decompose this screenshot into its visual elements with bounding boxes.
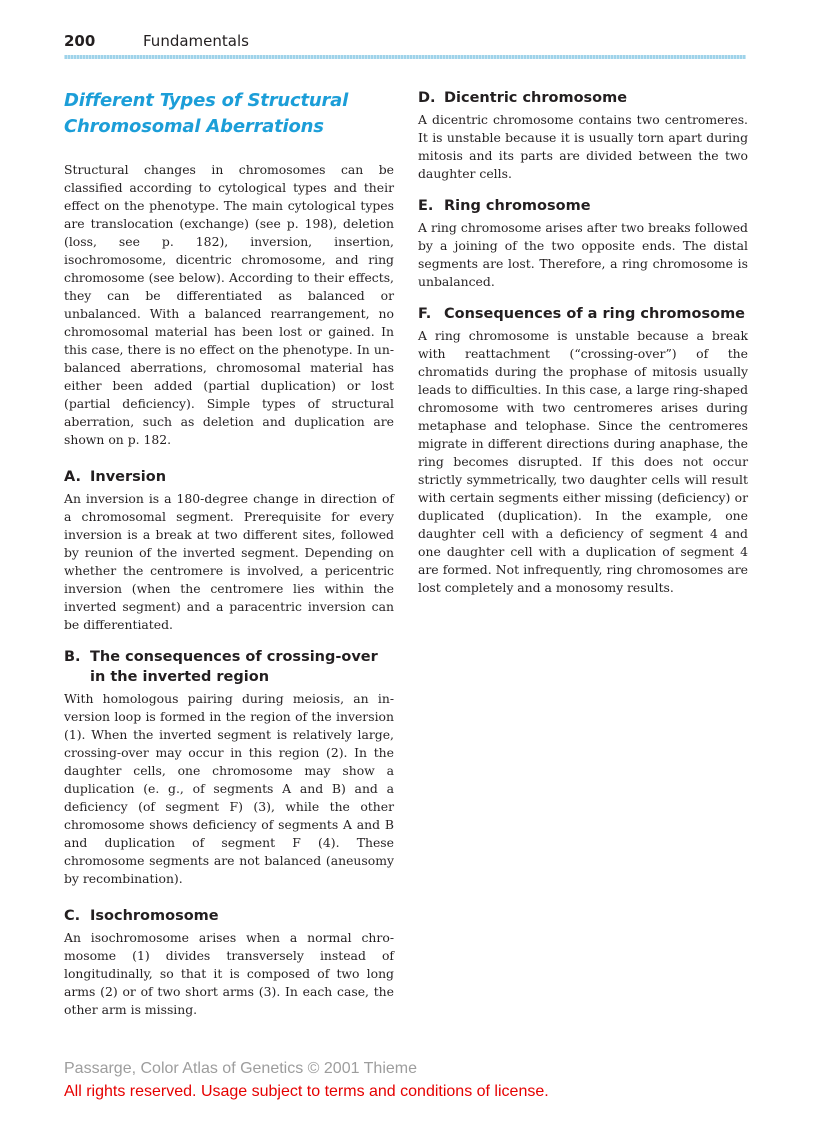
section-f-heading [418, 304, 748, 324]
section-a-letter: A. [64, 469, 81, 485]
section-d-title: Dicentric chromosome [444, 90, 628, 106]
section-d-heading [418, 88, 748, 108]
footer-rights-notice: All rights reserved. Usage subject to terms and conditions of license. [64, 1083, 549, 1100]
section-e-text: A ring chromosome arises after two breaks followed by a joining of the two opposite ends. The distal segments are lost. Therefore, a ring chromosome is unbalanced. [418, 220, 748, 289]
section-d-text: A dicentric chromosome contains two centromeres. It is unstable because it is usually torn apart during mitosis and its parts are divided between the two daughter cells. [418, 112, 748, 181]
section-c-letter: C. [64, 908, 81, 924]
title-line-1: Different Types of Structural [64, 90, 349, 111]
header-rule [64, 55, 746, 59]
right-column [418, 88, 748, 597]
title-line-2: Chromosomal Aberrations [64, 116, 324, 137]
section-b-letter: B. [64, 649, 81, 665]
running-head: Fundamentals [143, 32, 249, 50]
section-b-heading [64, 647, 394, 687]
left-column [64, 88, 394, 1019]
page-header [64, 32, 746, 56]
section-a-heading [64, 467, 394, 487]
section-c-title: Isochromosome [90, 908, 219, 924]
page-number: 200 [64, 32, 96, 50]
section-b-title: The consequences of crossing-over in the inverted region [90, 649, 378, 685]
section-d-letter: D. [418, 90, 436, 106]
section-c-text: An isochromosome arises when a normal chromosome (1) divides transversely instead of longitudinally, so that it is composed of two long arms (2) or of two short arms (3). In each case, the other arm is missing. [64, 930, 394, 1017]
section-c-heading [64, 906, 394, 926]
section-f-letter: F. [418, 306, 432, 322]
section-a-title: Inversion [90, 469, 167, 485]
section-e-title: Ring chromosome [444, 198, 591, 214]
section-e-heading [418, 196, 748, 216]
footer-copyright: Passarge, Color Atlas of Genetics © 2001 Thieme [64, 1060, 418, 1077]
section-f-text: A ring chromosome is unstable because a break with reattachment (“crossing-over”) of the chromatids during the prophase of mitosis usually leads to difficulties. In this case, a large ring-shaped chromosome with two centromeres arises during metaphase and telophase. Since the centromeres migrate in different directions during anaphase, the ring becomes disrupted. If this does not occur strictly symmetrically, two daughter cells will result with certain segments either missing (deficiency) or duplicated (duplication). In the example, one daughter cell with a deficiency of segment 4 and one daughter cell with a duplication of segment 4 are formed. Not infrequently, ring chromosomes are lost completely and a monosomy results. [418, 328, 748, 595]
intro-paragraph: Structural changes in chromosomes can be classified according to cytological types and their effect on the phenotype. The main cytological types are translocation (exchange) (see p. 198), deletion (loss, see p. 182), inversion, insertion, isochromosome, dicentric chromosome, and ring chromosome (see below). According to their effects, they can be differentiated as balanced or unbalanced. With a balanced rearrangement, no chromosomal material has been lost or gained. In this case, there is no effect on the phenotype. In unbalanced aberrations, chromosomal material has either been added (partial duplication) or lost (partial deficiency). Simple types of structural aberration, such as deletion and duplication are shown on p. 182. [64, 162, 394, 447]
section-f-title: Consequences of a ring chromosome [444, 306, 746, 322]
section-a-text: An inversion is a 180-degree change in direction of a chromosomal segment. Prerequisite for every inversion is a break at two different sites, followed by reunion of the inverted segment. Depending on whether the centromere is involved, a pericentric inversion (when the centromere lies within the inverted segment) and a paracentric inversion can be differentiated. [64, 491, 394, 632]
section-b-text: With homologous pairing during meiosis, an inversion loop is formed in the region of the inversion (1). When the inverted segment is relatively large, crossing-over may occur in this region (2). In the daughter cells, one chromosome may show a duplication (e. g., of segments A and B) and a deficiency (of segment F) (3), while the other chromosome shows deficiency of segments A and B and duplication of segment F (4). These chromosome segments are not balanced (aneusomy by recombination). [64, 691, 394, 886]
page-title [64, 88, 394, 140]
section-e-letter: E. [418, 198, 434, 214]
